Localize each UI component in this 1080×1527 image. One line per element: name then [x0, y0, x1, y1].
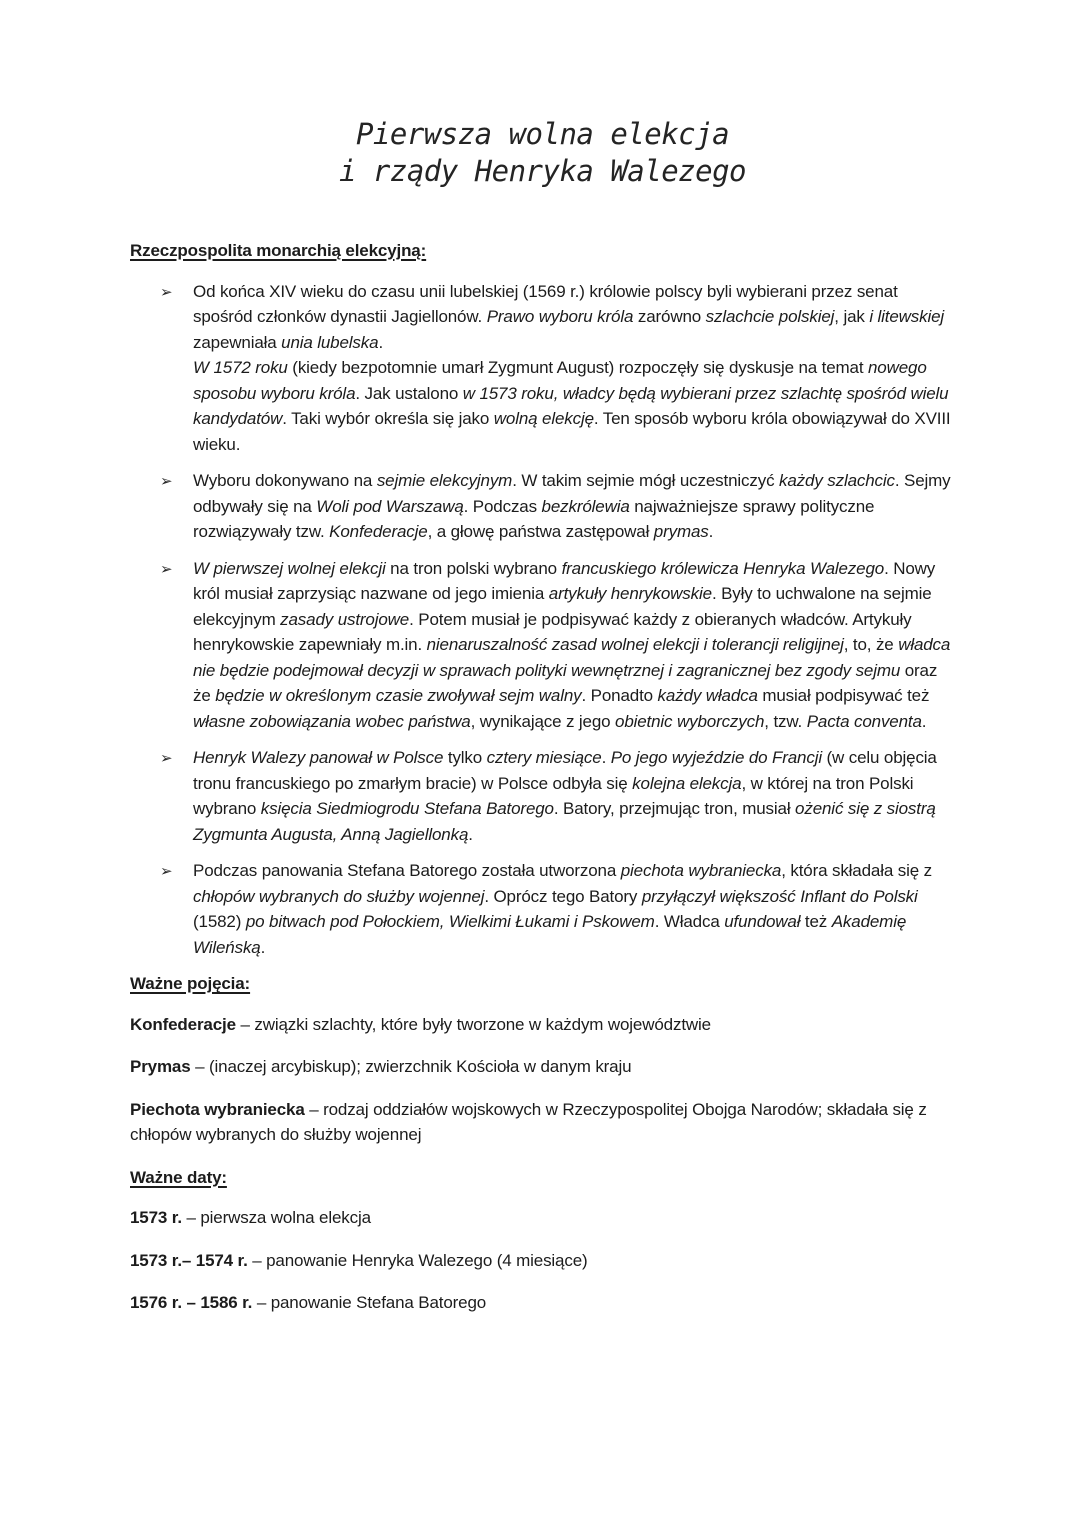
bullet-text: W pierwszej wolnej elekcji na tron polski wybrano francuskiego królewicza Henryka Walezego. Nowy król musiał zaprzysiąc nazwane od jego imienia artykuły henrykowskie. Były to uchwalone na sejmie elekcyjnym zasady ustrojowe. Potem musiał je podpisywać każdy z obieranych władców. Artykuły henrykowskie zapewniały m.in. nienaruszalność zasad wolnej elekcji i tolerancji religijnej, to, że władca nie będzie podejmował decyzji w sprawach polityki wewnętrznej i zagranicznej bez zgody sejmu oraz że będzie w określonym czasie zwoływał sejm walny. Ponadto każdy władca musiał podpisywać też własne zobowiązania wobec państwa, wynikające z jego obietnic wyborczych, tzw. Pacta conventa.	[193, 558, 951, 731]
term-piechota-wybraniecka: Piechota wybraniecka – rodzaj oddziałów wojskowych w Rzeczypospolitej Obojga Narodów; składała się z chłopów wybranych do służby wojennej	[130, 1099, 927, 1144]
heading-electoral-monarchy: Rzeczpospolita monarchią elekcyjną:	[130, 241, 427, 260]
heading-important-terms: Ważne pojęcia:	[130, 974, 251, 993]
term-prymas: Prymas – (inaczej arcybiskup); zwierzchnik Kościoła w danym kraju	[130, 1057, 632, 1076]
bullet-text: Podczas panowania Stefana Batorego została utworzona piechota wybraniecka, która składała się z chłopów wybranych do służby wojennej. Oprócz tego Batory przyłączył większość Inflant do Polski (1582) po bitwach pod Połockiem, Wielkimi Łukami i Pskowem. Władca ufundował też Akademię Wileńską.	[193, 861, 932, 957]
document-title	[130, 116, 955, 190]
date-1573-1574-walezy: 1573 r.– 1574 r. – panowanie Henryka Walezego (4 miesiące)	[130, 1250, 588, 1270]
arrow-bullet-icon: ➢	[160, 750, 173, 767]
arrow-bullet-icon: ➢	[160, 560, 173, 578]
bullet-item-election-sejm	[130, 468, 955, 545]
bullet-text: Henryk Walezy panował w Polsce tylko cztery miesiące. Po jego wyjeździe do Francji (w celu objęcia tronu francuskiego po zmarłym bracie) w Polsce odbyła się kolejna elekcja, w której na tron Polski wybrano księcia Siedmiogrodu Stefana Batorego. Batory, przejmując tron, musiał ożenić się z siostrą Zygmunta Augusta, Anną Jagiellonką.	[193, 748, 937, 844]
bullet-item-election-origins	[130, 279, 955, 458]
date-1573-election: 1573 r. – pierwsza wolna elekcja	[130, 1208, 371, 1227]
bullet-text: Wyboru dokonywano na sejmie elekcyjnym. W takim sejmie mógł uczestniczyć każdy szlachcic. Sejmy odbywały się na Woli pod Warszawą. Podczas bezkrólewia najważniejsze sprawy polityczne rozwiązywały tzw. Konfederacje, a głowę państwa zastępował prymas.	[193, 471, 951, 541]
bullet-item-stefan-batory	[130, 858, 955, 960]
bullet-item-first-free-election	[130, 556, 955, 735]
bullet-item-henryk-walezy-reign	[130, 745, 955, 847]
bullet-list	[130, 279, 955, 961]
arrow-bullet-icon: ➢	[160, 863, 173, 880]
arrow-bullet-icon: ➢	[160, 473, 173, 490]
arrow-bullet-icon: ➢	[160, 283, 173, 301]
bullet-text: Od końca XIV wieku do czasu unii lubelskiej (1569 r.) królowie polscy byli wybierani przez senat spośród członków dynastii Jagiellonów. Prawo wyboru króla zarówno szlachcie polskiej, jak i litewskiej zapewniała unia lubelska. W 1572 roku (kiedy bezpotomnie umarł Zygmunt August) rozpoczęły się dyskusje na temat nowego sposobu wyboru króla. Jak ustalono w 1573 roku, władcy będą wybierani przez szlachtę spośród wielu kandydatów. Taki wybór określa się jako wolną elekcję. Ten sposób wyboru króla obowiązywał do XVIII wieku.	[193, 281, 951, 454]
term-konfederacje: Konfederacje – związki szlachty, które były tworzone w każdym województwie	[130, 1014, 711, 1034]
date-1576-1586-batory: 1576 r. – 1586 r. – panowanie Stefana Batorego	[130, 1293, 487, 1312]
document-title-line-1: Pierwsza wolna elekcja	[355, 117, 730, 151]
heading-important-dates: Ważne daty:	[130, 1167, 227, 1187]
document-title-line-2: i rządy Henryka Walezego	[338, 154, 747, 188]
